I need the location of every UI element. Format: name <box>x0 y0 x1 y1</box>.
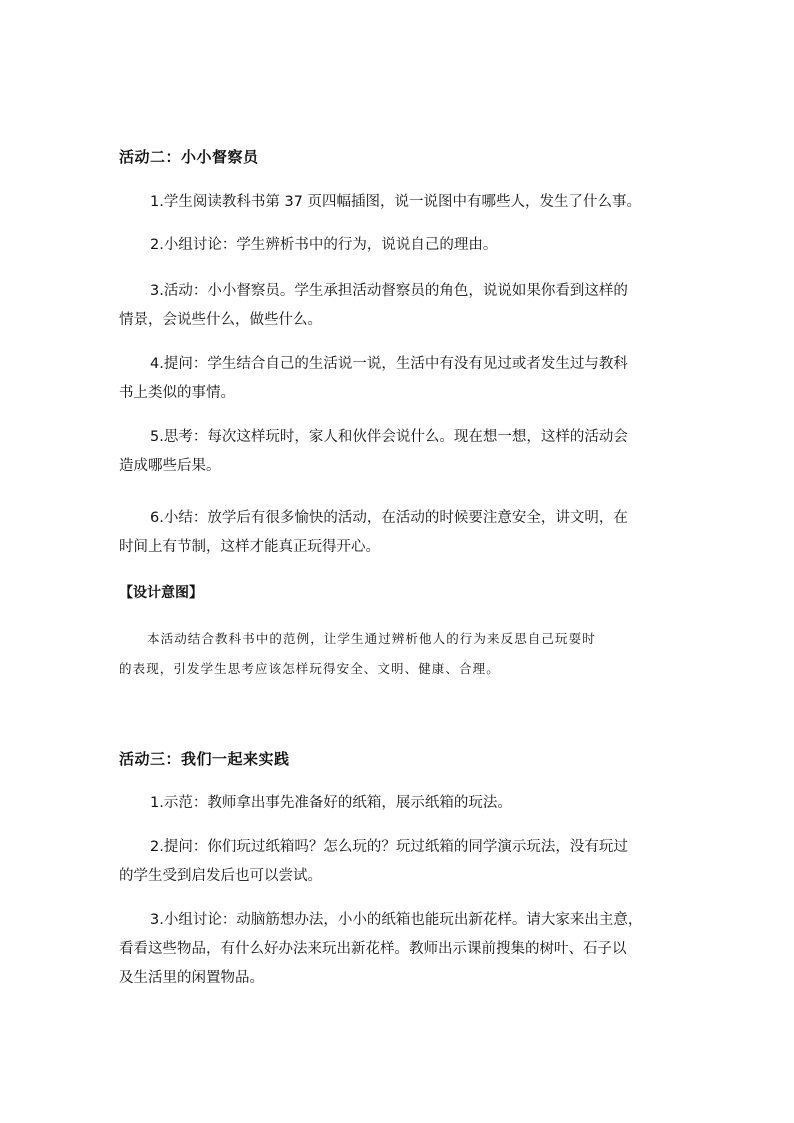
activity2-title: 活动二：小小督察员 <box>119 148 259 166</box>
design-intent-line-1: 本活动结合教科书中的范例，让学生通过辨析他人的行为来反思自己玩耍时 <box>147 631 596 646</box>
activity2-item-2 <box>119 231 679 260</box>
activity3-item-2-line-2: 的学生受到启发后也可以尝试。 <box>119 868 322 884</box>
activity2-item-1 <box>119 188 679 217</box>
activity2-item-6-line-1: 6.小结：放学后有很多愉快的活动，在活动的时候要注意安全，讲文明，在 <box>150 510 628 526</box>
activity2-item-6-line-2: 时间上有节制，这样才能真正玩得开心。 <box>119 539 380 555</box>
design-intent-line-2: 的表现，引发学生思考应该怎样玩得安全、文明、健康、合理。 <box>119 661 500 676</box>
activity3-item-1 <box>119 789 679 818</box>
activity3-item-2-line-1: 2.提问：你们玩过纸箱吗？怎么玩的？玩过纸箱的同学演示玩法，没有玩过 <box>150 839 628 855</box>
activity2-item-5-line-2: 造成哪些后果。 <box>119 458 221 474</box>
activity2-item-3 <box>119 277 679 335</box>
activity3-item-3 <box>119 906 679 993</box>
activity2-item-4-line-1: 4.提问：学生结合自己的生活说一说，生活中有没有见过或者发生过与教科 <box>150 356 628 372</box>
activity2-item-1-line-1: 1.学生阅读教科书第 37 页四幅插图，说一说图中有哪些人，发生了什么事。 <box>150 194 642 210</box>
activity3-title: 活动三：我们一起来实践 <box>119 750 290 768</box>
activity2-item-5 <box>119 423 679 481</box>
activity2-item-3-line-2: 情景，会说些什么，做些什么。 <box>119 312 322 328</box>
activity2-item-4 <box>119 350 679 408</box>
activity2-item-4-line-2: 书上类似的事情。 <box>119 385 235 401</box>
activity2-item-2-line-1: 2.小组讨论：学生辨析书中的行为，说说自己的理由。 <box>150 237 498 253</box>
activity2-item-3-line-1: 3.活动：小小督察员。学生承担活动督察员的角色，说说如果你看到这样的 <box>150 283 628 299</box>
activity3-item-1-line-1: 1.示范：教师拿出事先准备好的纸箱，展示纸箱的玩法。 <box>150 795 512 811</box>
design-intent-text <box>119 624 679 684</box>
activity2-item-5-line-1: 5.思考：每次这样玩时，家人和伙伴会说什么。现在想一想，这样的活动会 <box>150 429 628 445</box>
activity3-item-3-line-3: 及生活里的闲置物品。 <box>119 970 264 986</box>
activity3-item-2 <box>119 833 679 891</box>
activity2-item-6 <box>119 504 679 562</box>
activity3-item-3-line-1: 3.小组讨论：动脑筋想办法，小小的纸箱也能玩出新花样。请大家来出主意， <box>150 912 643 928</box>
activity3-item-3-line-2: 看看这些物品，有什么好办法来玩出新花样。教师出示课前搜集的树叶、石子以 <box>119 941 627 957</box>
design-intent-label: 【设计意图】 <box>119 585 203 601</box>
